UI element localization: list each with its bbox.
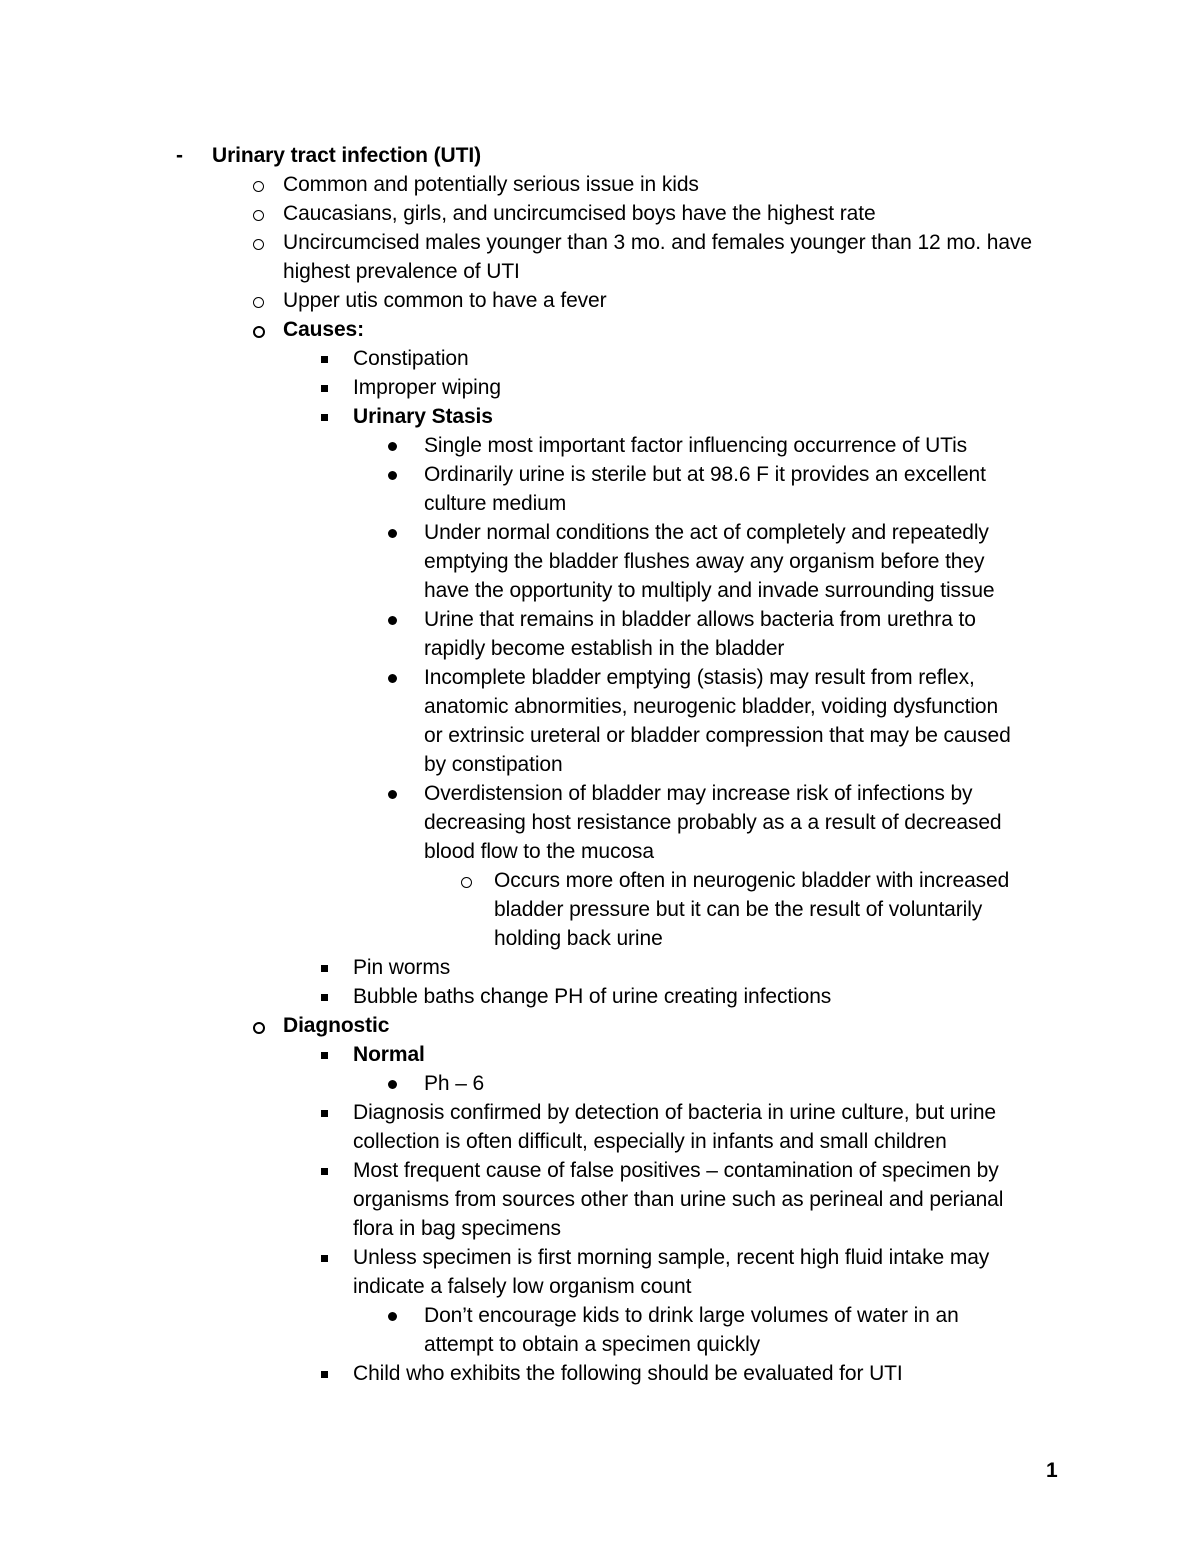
list-item-text: Incomplete bladder emptying (stasis) may result from reflex,: [424, 666, 975, 689]
list-item-text: Don’t encourage kids to drink large volumes of water in an: [424, 1304, 959, 1327]
list-item-text: Urinary tract infection (UTI): [212, 144, 481, 167]
list-item-text: rapidly become establish in the bladder: [424, 637, 785, 660]
list-item-text: Uncircumcised males younger than 3 mo. and females younger than 12 mo. have: [283, 231, 1032, 254]
list-item-text: decreasing host resistance probably as a a result of decreased: [424, 811, 1002, 834]
list-item-text: Single most important factor influencing occurrence of UTis: [424, 434, 968, 457]
square-bullet-icon: [321, 1110, 328, 1117]
list-item-text: culture medium: [424, 492, 567, 515]
list-item-text: by constipation: [424, 753, 563, 776]
square-bullet-icon: [321, 1168, 328, 1175]
dot-bullet-icon: [388, 1312, 397, 1321]
list-item-text: indicate a falsely low organism count: [353, 1275, 692, 1298]
circle-bullet-icon: [253, 181, 264, 192]
list-item-text: Bubble baths change PH of urine creating infections: [353, 985, 832, 1008]
list-item-text: Overdistension of bladder may increase risk of infections by: [424, 782, 973, 805]
list-item-text: Urine that remains in bladder allows bacteria from urethra to: [424, 608, 976, 631]
dot-bullet-icon: [388, 529, 397, 538]
list-item-text: blood flow to the mucosa: [424, 840, 654, 863]
list-item-text: have the opportunity to multiply and invade surrounding tissue: [424, 579, 995, 602]
circle-bullet-icon: [253, 326, 265, 338]
dot-bullet-icon: [388, 442, 397, 451]
page-number: 1: [1046, 1459, 1058, 1482]
circle-bullet-icon: [253, 297, 264, 308]
list-item-text: flora in bag specimens: [353, 1217, 561, 1240]
dot-bullet-icon: [388, 471, 397, 480]
dot-bullet-icon: [388, 790, 397, 799]
list-item-text: emptying the bladder flushes away any organism before they: [424, 550, 985, 573]
list-item-text: Improper wiping: [353, 376, 501, 399]
square-bullet-icon: [321, 385, 328, 392]
list-item-text: Unless specimen is first morning sample, recent high fluid intake may: [353, 1246, 990, 1269]
square-bullet-icon: [321, 1255, 328, 1262]
list-item-text: Normal: [353, 1043, 425, 1066]
square-bullet-icon: [321, 1052, 328, 1059]
dash-bullet-icon: -: [176, 144, 183, 167]
list-item-text: anatomic abnormities, neurogenic bladder, voiding dysfunction: [424, 695, 999, 718]
list-item-text: Ph – 6: [424, 1072, 485, 1095]
square-bullet-icon: [321, 356, 328, 363]
list-item-text: bladder pressure but it can be the result of voluntarily: [494, 898, 983, 921]
list-item-text: Diagnostic: [283, 1014, 390, 1037]
list-item-text: Diagnosis confirmed by detection of bacteria in urine culture, but urine: [353, 1101, 996, 1124]
list-item-text: Most frequent cause of false positives – contamination of specimen by: [353, 1159, 999, 1182]
dot-bullet-icon: [388, 1080, 397, 1089]
list-item-text: Common and potentially serious issue in kids: [283, 173, 699, 196]
square-bullet-icon: [321, 1371, 328, 1378]
list-item-text: holding back urine: [494, 927, 663, 950]
list-item-text: Constipation: [353, 347, 469, 370]
list-item-text: attempt to obtain a specimen quickly: [424, 1333, 761, 1356]
list-item-text: Occurs more often in neurogenic bladder with increased: [494, 869, 1010, 892]
list-item-text: Urinary Stasis: [353, 405, 493, 428]
square-bullet-icon: [321, 965, 328, 972]
circle-bullet-icon: [253, 210, 264, 221]
list-item-text: Caucasians, girls, and uncircumcised boys have the highest rate: [283, 202, 876, 225]
square-bullet-icon: [321, 414, 328, 421]
dot-bullet-icon: [388, 674, 397, 683]
circle-bullet-icon: [253, 1022, 265, 1034]
list-item-text: Child who exhibits the following should be evaluated for UTI: [353, 1362, 903, 1385]
list-item-text: Upper utis common to have a fever: [283, 289, 607, 312]
list-item-text: Under normal conditions the act of completely and repeatedly: [424, 521, 989, 544]
dot-bullet-icon: [388, 616, 397, 625]
list-item-text: or extrinsic ureteral or bladder compression that may be caused: [424, 724, 1011, 747]
square-bullet-icon: [321, 994, 328, 1001]
circle-bullet-icon: [461, 877, 472, 888]
list-item-text: organisms from sources other than urine such as perineal and perianal: [353, 1188, 1004, 1211]
list-item-text: collection is often difficult, especially in infants and small children: [353, 1130, 947, 1153]
list-item-text: Causes:: [283, 318, 365, 341]
list-item-text: Pin worms: [353, 956, 451, 979]
circle-bullet-icon: [253, 239, 264, 250]
list-item-text: Ordinarily urine is sterile but at 98.6 F it provides an excellent: [424, 463, 986, 486]
list-item-text: highest prevalence of UTI: [283, 260, 520, 283]
